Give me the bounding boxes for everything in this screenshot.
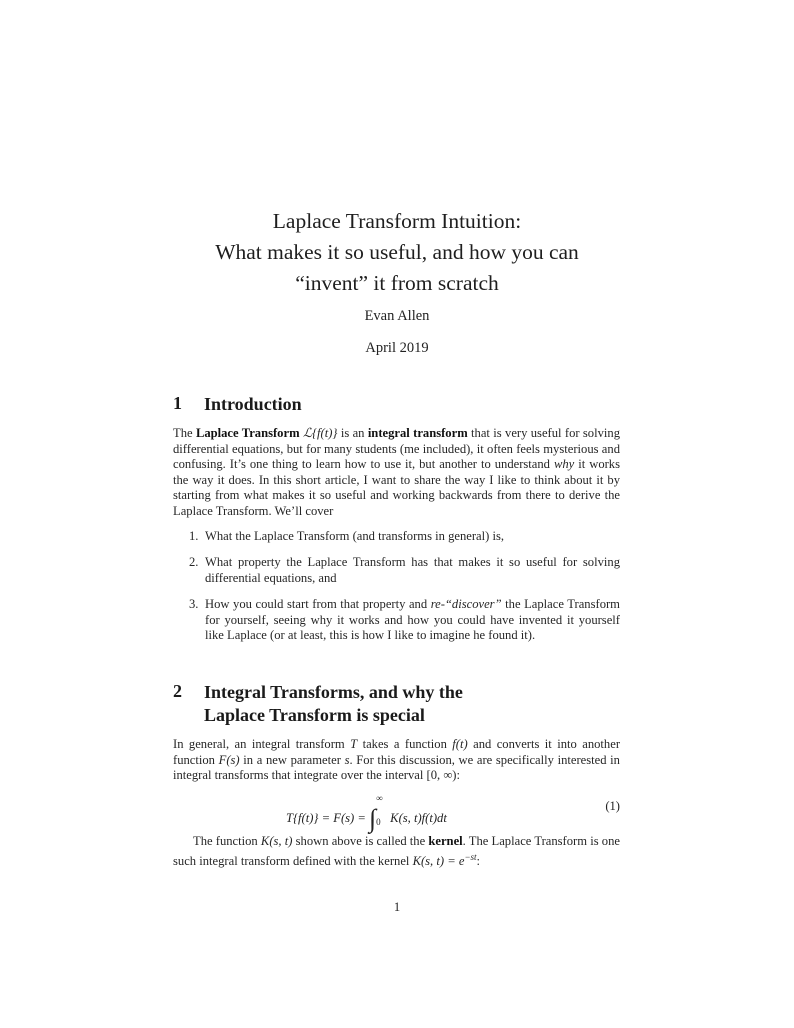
list-text: What property the Laplace Transform has that makes it so useful for solving differential equations, and [205, 555, 620, 585]
list-text: What the Laplace Transform (and transforms in general) is, [205, 529, 505, 543]
section-2-heading [173, 681, 623, 729]
document-title [0, 206, 794, 299]
text: The function [193, 834, 261, 848]
text: shown above is called the [292, 834, 429, 848]
date: April 2019 [365, 340, 429, 356]
text: it works the way it does. In this short article, I want to share the way I like to think about it by starting from what makes it so useful and working backwards from there to derive the Laplace Transform. We’ll cover [173, 457, 621, 518]
text: How you could start from that property and [205, 597, 431, 611]
list-number: 2. [189, 555, 199, 569]
term-integral-transform: integral transform [367, 426, 468, 440]
title-line-2: What makes it so useful, and how you can [215, 240, 579, 264]
text: The [173, 426, 196, 440]
math-f-t: f(t) [452, 737, 468, 751]
equation-number: (1) [605, 799, 620, 813]
text: is an [337, 426, 368, 440]
equation-integrand: K(s, t)f(t)dt [390, 811, 447, 825]
text: takes a function [357, 737, 453, 751]
section-title: Introduction [204, 394, 302, 414]
list-number: 1. [189, 529, 199, 543]
text: and converts it into another function [173, 737, 621, 767]
title-line-1: Laplace Transform Intuition: [272, 209, 522, 233]
section-1-heading [173, 393, 623, 417]
list-number: 3. [189, 597, 199, 611]
section-number: 1 [173, 393, 182, 413]
section-number: 2 [173, 681, 182, 701]
integral-lower-limit: 0 [376, 817, 381, 827]
text: that is very useful for solving differential equations, but for many students (me included), it often feels mysterious and confusing. It’s one thing to learn how to use it, but another to understand [173, 426, 620, 472]
author: Evan Allen [364, 308, 430, 324]
term-kernel: kernel [428, 834, 463, 848]
integral-upper-limit: ∞ [376, 793, 383, 803]
section-title-line-1: Integral Transforms, and why the [204, 682, 463, 702]
section-title-line-2: Laplace Transform is special [204, 705, 425, 725]
math-T: T [350, 737, 358, 751]
math-kernel-def: K(s, t) = e [412, 853, 465, 868]
list-item [189, 529, 620, 545]
title-line-3: “invent” it from scratch [295, 271, 499, 295]
integral-sign: ∫ [369, 804, 377, 833]
page-number: 1 [393, 900, 401, 914]
math-exponent: −st [464, 851, 477, 862]
list-text [205, 597, 620, 644]
intro-paragraph [173, 426, 620, 520]
text: . The Laplace Transform is one such integral transform defined with the kernel [173, 834, 620, 868]
equation-1 [173, 790, 620, 833]
kernel-paragraph [173, 834, 620, 869]
emphasis-why: why [553, 457, 575, 472]
math-s: s [344, 752, 350, 767]
text: : [476, 853, 481, 868]
transform-paragraph [173, 737, 620, 784]
text: in a new parameter [239, 752, 345, 767]
math-K: K(s, t) [260, 834, 293, 848]
list-item [189, 597, 620, 644]
emphasis-rediscover: re-“discover” [430, 597, 502, 611]
text: the Laplace Transform for yourself, seeing why it works and how you could have invented it yourself like Laplace (or at least, this is how I like to imagine he found it). [205, 597, 620, 643]
term-laplace-transform: Laplace Transform [195, 426, 300, 440]
list-item [189, 555, 620, 586]
text: In general, an integral transform [173, 737, 351, 751]
text: . For this discussion, we are specifically interested in integral transforms that integrate over the interval [0, ∞): [173, 752, 620, 783]
math-F-s: F(s) [218, 752, 240, 767]
math-laplace-f: ℒ{f(t)} [302, 426, 338, 440]
equation-lhs: T{f(t)} = F(s) = [286, 811, 370, 825]
equation-expression [286, 793, 447, 833]
